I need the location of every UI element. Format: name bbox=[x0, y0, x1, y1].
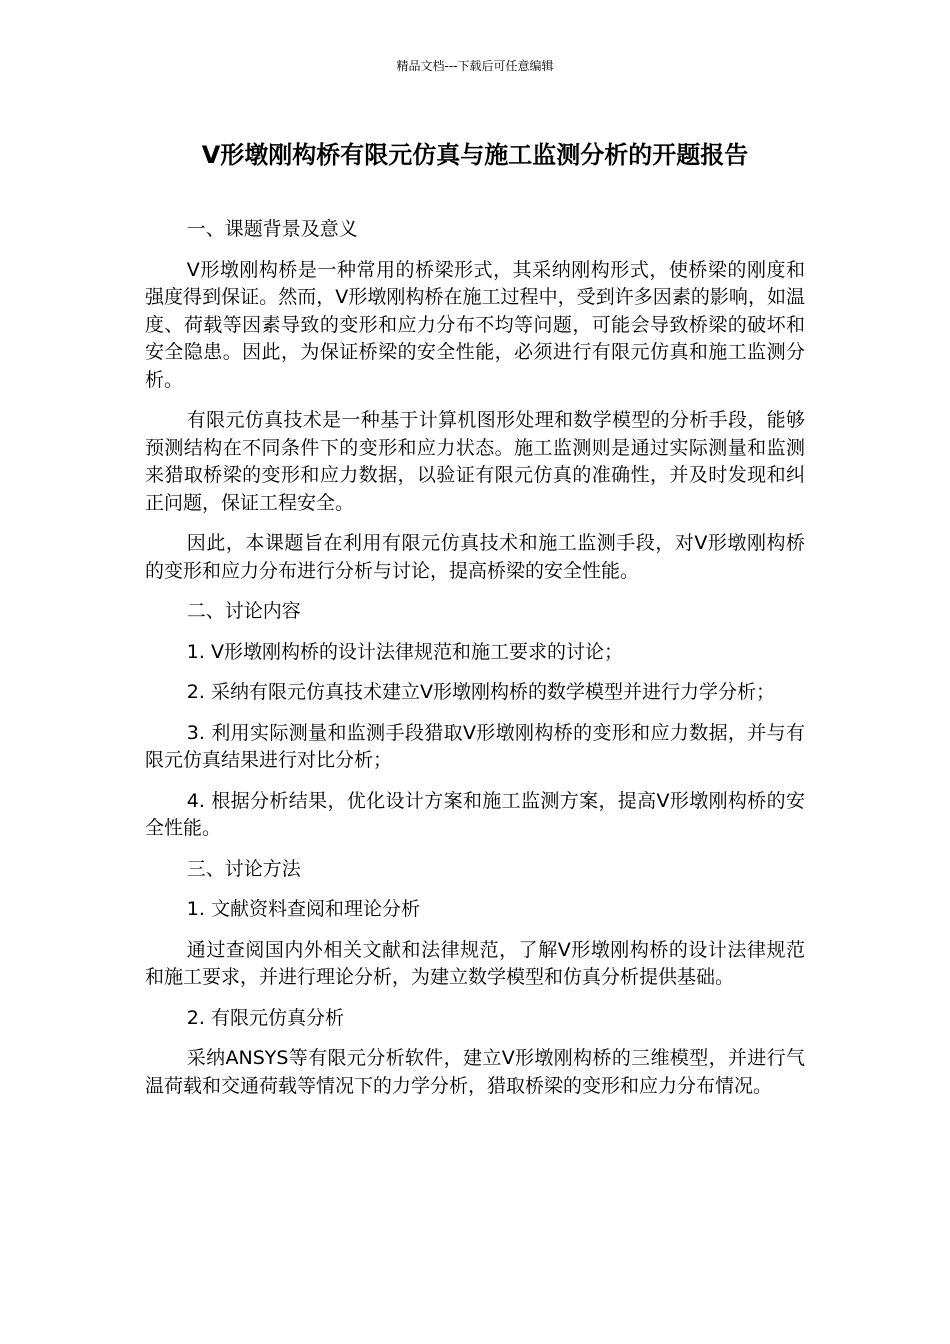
paragraph-background-3: 因此，本课题旨在利用有限元仿真技术和施工监测手段，对V形墩刚构桥的变形和应力分布进行分析与讨论，提高桥梁的安全性能。 bbox=[145, 532, 805, 582]
list-item-content-1: 1. V形墩刚构桥的设计法律规范和施工要求的讨论； bbox=[186, 640, 623, 663]
subheading-method-1: 1. 文献资料查阅和理论分析 bbox=[186, 898, 420, 920]
list-item-content-4: 4. 根据分析结果，优化设计方案和施工监测方案，提高V形墩刚构桥的安全性能。 bbox=[145, 789, 805, 839]
paragraph-method-2: 采纳ANSYS等有限元分析软件，建立V形墩刚构桥的三维模型，并进行气温荷载和交通荷载等情况下的力学分析，猎取桥梁的变形和应力分布情况。 bbox=[145, 1047, 805, 1097]
list-item-content-2: 2. 采纳有限元仿真技术建立V形墩刚构桥的数学模型并进行力学分析； bbox=[186, 681, 775, 703]
section-heading-content: 二、讨论内容 bbox=[186, 600, 301, 622]
list-item-content-3: 3. 利用实际测量和监测手段猎取V形墩刚构桥的变形和应力数据，并与有限元仿真结果进行对比分析； bbox=[145, 721, 805, 771]
paragraph-background-2: 有限元仿真技术是一种基于计算机图形处理和数学模型的分析手段，能够预测结构在不同条件下的变形和应力状态。施工监测则是通过实际测量和监测来猎取桥梁的变形和应力数据，以验证有限元仿真的准确性，并及时发现和纠正问题，保证工程安全。 bbox=[145, 409, 805, 514]
section-heading-background: 一、课题背景及意义 bbox=[186, 218, 358, 240]
paragraph-background-1: V形墩刚构桥是一种常用的桥梁形式，其采纳刚构形式，使桥梁的刚度和强度得到保证。然而，V形墩刚构桥在施工过程中，受到许多因素的影响，如温度、荷载等因素导致的变形和应力分布不均等问题，可能会导致桥梁的破坏和安全隐患。因此，为保证桥梁的安全性能，必须进行有限元仿真和施工监测分析。 bbox=[145, 258, 805, 391]
section-heading-methods: 三、讨论方法 bbox=[186, 857, 301, 880]
paragraph-method-1: 通过查阅国内外相关文献和法律规范，了解V形墩刚构桥的设计法律规范和施工要求，并进行理论分析，为建立数学模型和仿真分析提供基础。 bbox=[145, 938, 805, 988]
document-title: V形墩刚构桥有限元仿真与施工监测分析的开题报告 bbox=[201, 141, 749, 169]
document-body bbox=[145, 216, 805, 1113]
subheading-method-2: 2. 有限元仿真分析 bbox=[186, 1006, 344, 1029]
header-note: 精品文档---下载后可任意编辑 bbox=[396, 59, 554, 73]
